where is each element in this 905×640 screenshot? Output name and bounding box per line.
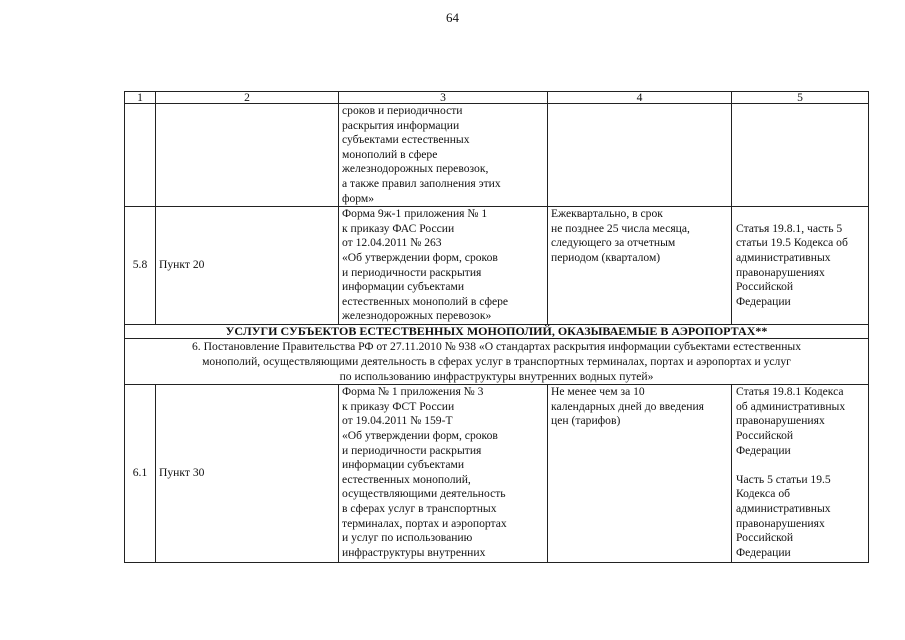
section-intro-row (125, 339, 869, 385)
form-cell: Форма № 1 приложения № 3 к приказу ФСТ России от 19.04.2011 № 159-Т «Об утверждении форм, сроков и периодичности раскрытия информации субъектами естественных монополий, осуществляющими деятельность в сферах услуг в транспортных терминалах, портах и аэропортах и услуг по использованию инфраструктуры внутренних (339, 385, 548, 563)
liability-cell (732, 104, 869, 207)
item-cell: Пункт 20 (156, 207, 339, 325)
page-number: 64 (446, 10, 459, 25)
liability-cell: Статья 19.8.1, часть 5 статьи 19.5 Кодекса об административных правонарушениях Российской Федерации (732, 207, 869, 325)
table-row (125, 207, 869, 325)
section-title: УСЛУГИ СУБЪЕКТОВ ЕСТЕСТВЕННЫХ МОНОПОЛИЙ, ОКАЗЫВАЕМЫЕ В АЭРОПОРТАХ** (125, 325, 869, 339)
liability-cell: Статья 19.8.1 Кодекса об административных правонарушениях Российской Федерации Часть 5 статьи 19.5 Кодекса об административных правонарушениях Российской Федерации (732, 385, 869, 563)
header-cell: 1 (125, 92, 156, 104)
table-row (125, 104, 869, 207)
row-number (125, 104, 156, 207)
section-heading-row (125, 325, 869, 339)
form-cell: Форма 9ж-1 приложения № 1 к приказу ФАС России от 12.04.2011 № 263 «Об утверждении форм, сроков и периодичности раскрытия информации субъектами естественных монополий в сфере железнодорожных перевозок» (339, 207, 548, 325)
table-header-row (125, 92, 869, 104)
header-cell: 3 (339, 92, 548, 104)
term-cell (548, 104, 732, 207)
item-cell (156, 104, 339, 207)
section-intro: 6. Постановление Правительства РФ от 27.11.2010 № 938 «О стандартах раскрытия информации субъектами естественных монополий, осуществляющими деятельность в сферах услуг в транспортных терминалах, портах и аэропортах и услуг по использованию инфраструктуры внутренних водных путей» (125, 339, 869, 385)
disclosure-table (124, 91, 869, 563)
row-number: 5.8 (125, 207, 156, 325)
term-cell: Не менее чем за 10 календарных дней до введения цен (тарифов) (548, 385, 732, 563)
form-cell: сроков и периодичности раскрытия информации субъектами естественных монополий в сфере железнодорожных перевозок, а также правил заполнения этих форм» (339, 104, 548, 207)
item-cell: Пункт 30 (156, 385, 339, 563)
table-row (125, 385, 869, 563)
row-number: 6.1 (125, 385, 156, 563)
header-cell: 5 (732, 92, 869, 104)
header-cell: 4 (548, 92, 732, 104)
header-cell: 2 (156, 92, 339, 104)
term-cell: Ежеквартально, в срок не позднее 25 числа месяца, следующего за отчетным периодом (кварталом) (548, 207, 732, 325)
